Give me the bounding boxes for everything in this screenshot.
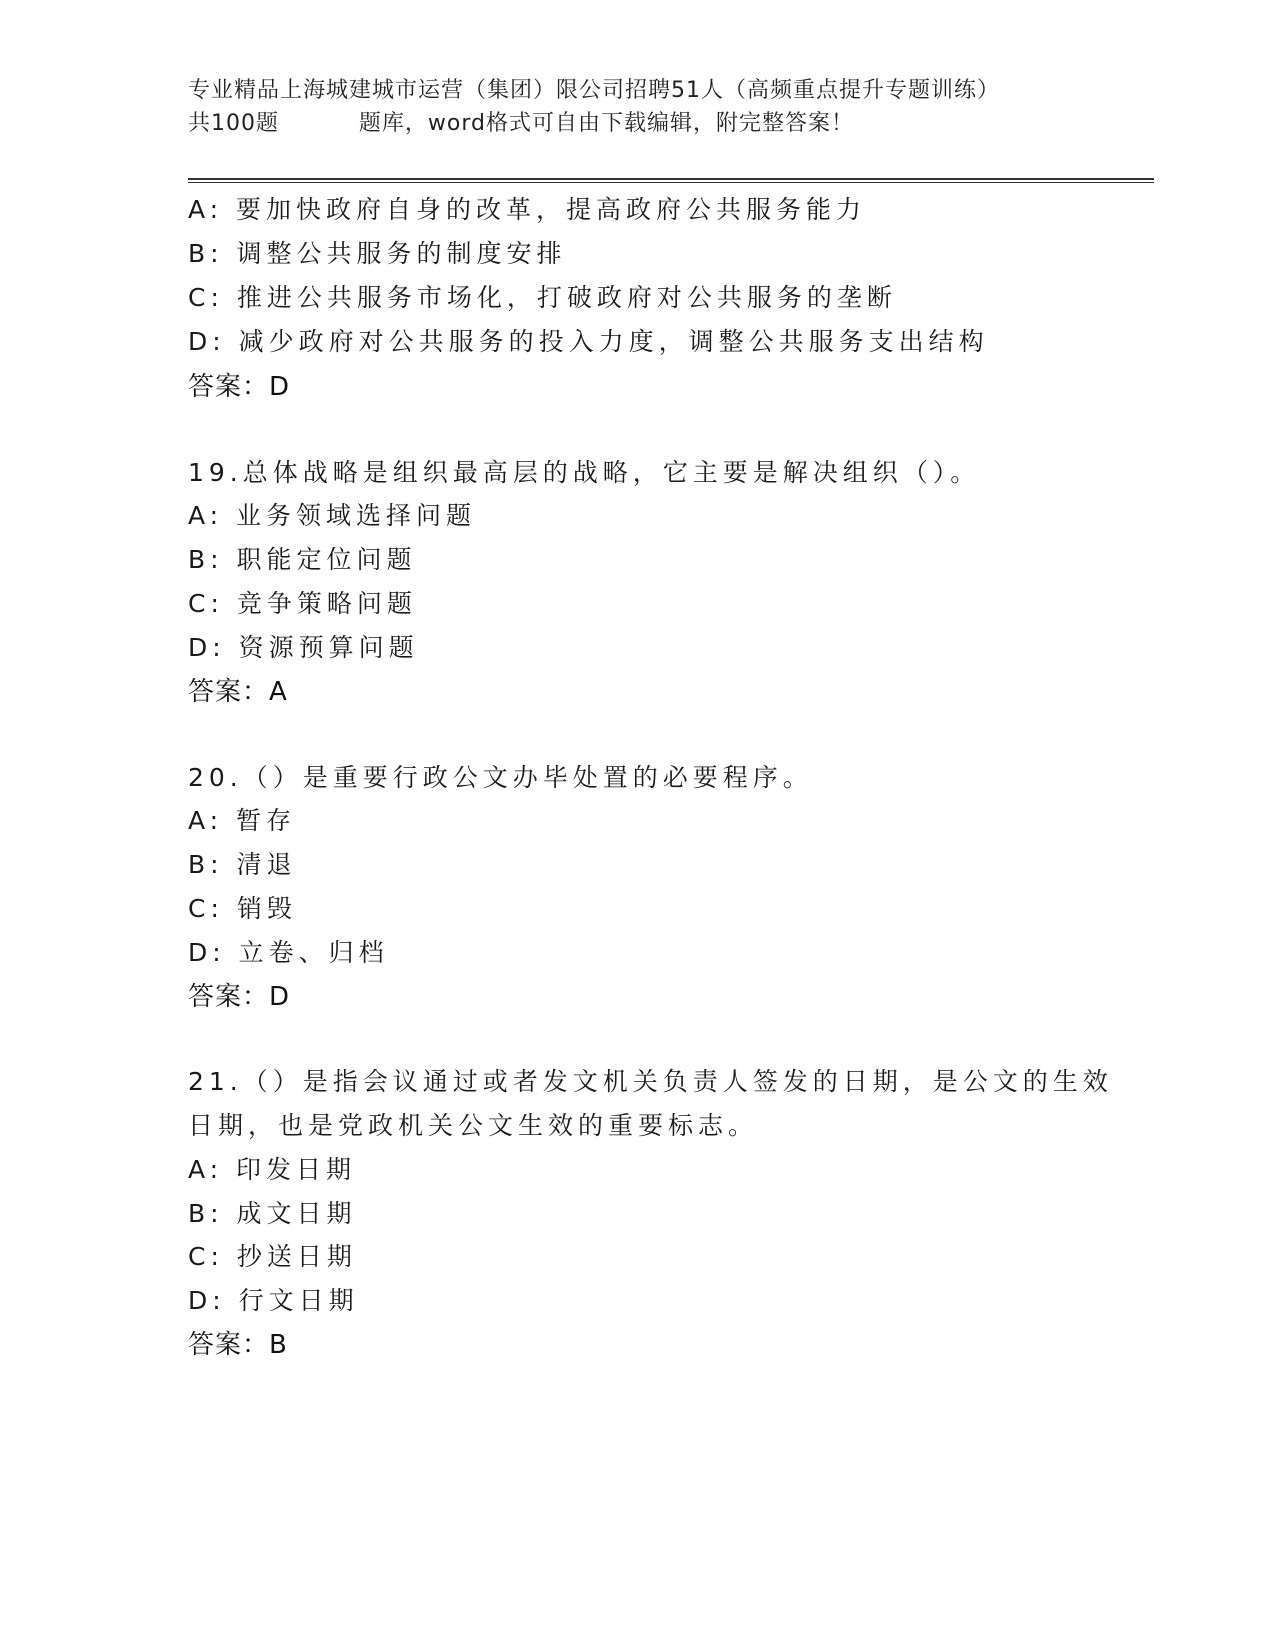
header-title-line: 专业精品上海城建城市运营（集团）限公司招聘51人（高频重点提升专题训练）	[188, 78, 1000, 103]
q18-option-c: C: 推进公共服务市场化，打破政府对公共服务的垄断	[188, 283, 897, 312]
q21-option-c: C: 抄送日期	[188, 1242, 357, 1271]
q19-option-a: A: 业务领域选择问题	[188, 501, 477, 530]
q20-option-b: B: 清退	[188, 850, 297, 879]
header-divider-thick	[188, 178, 1154, 180]
q21-option-d: D: 行文日期	[188, 1286, 359, 1315]
document-header	[188, 74, 1088, 140]
q20-option-d: D: 立卷、归档	[188, 938, 389, 967]
q18-option-b: B: 调整公共服务的制度安排	[188, 239, 567, 268]
q18-option-d: D: 减少政府对公共服务的投入力度，调整公共服务支出结构	[188, 327, 989, 356]
q21-answer: 答案：B	[188, 1330, 288, 1360]
header-subtitle-line: 共100题 题库，word格式可自由下载编辑，附完整答案！	[188, 111, 855, 136]
q19-option-b: B: 职能定位问题	[188, 545, 417, 574]
header-divider-thin	[188, 182, 1154, 183]
q18-option-a: A: 要加快政府自身的改革，提高政府公共服务能力	[188, 195, 867, 224]
q19-question: 19.总体战略是组织最高层的战略，它主要是解决组织（）。	[188, 458, 981, 487]
q18-answer: 答案：D	[188, 372, 291, 402]
q20-answer: 答案：D	[188, 982, 291, 1012]
q20-question: 20.（）是重要行政公文办毕处置的必要程序。	[188, 763, 813, 792]
q19-option-d: D: 资源预算问题	[188, 633, 419, 662]
q21-option-a: A: 印发日期	[188, 1155, 357, 1184]
q21-question-line2: 日期，也是党政机关公文生效的重要标志。	[188, 1111, 759, 1140]
q21-question-line1: 21.（）是指会议通过或者发文机关负责人签发的日期，是公文的生效	[188, 1067, 1113, 1096]
q19-option-c: C: 竞争策略问题	[188, 589, 417, 618]
q21-option-b: B: 成文日期	[188, 1199, 357, 1228]
q19-answer: 答案：A	[188, 677, 288, 707]
q20-option-a: A: 暂存	[188, 806, 297, 835]
q20-option-c: C: 销毁	[188, 894, 297, 923]
